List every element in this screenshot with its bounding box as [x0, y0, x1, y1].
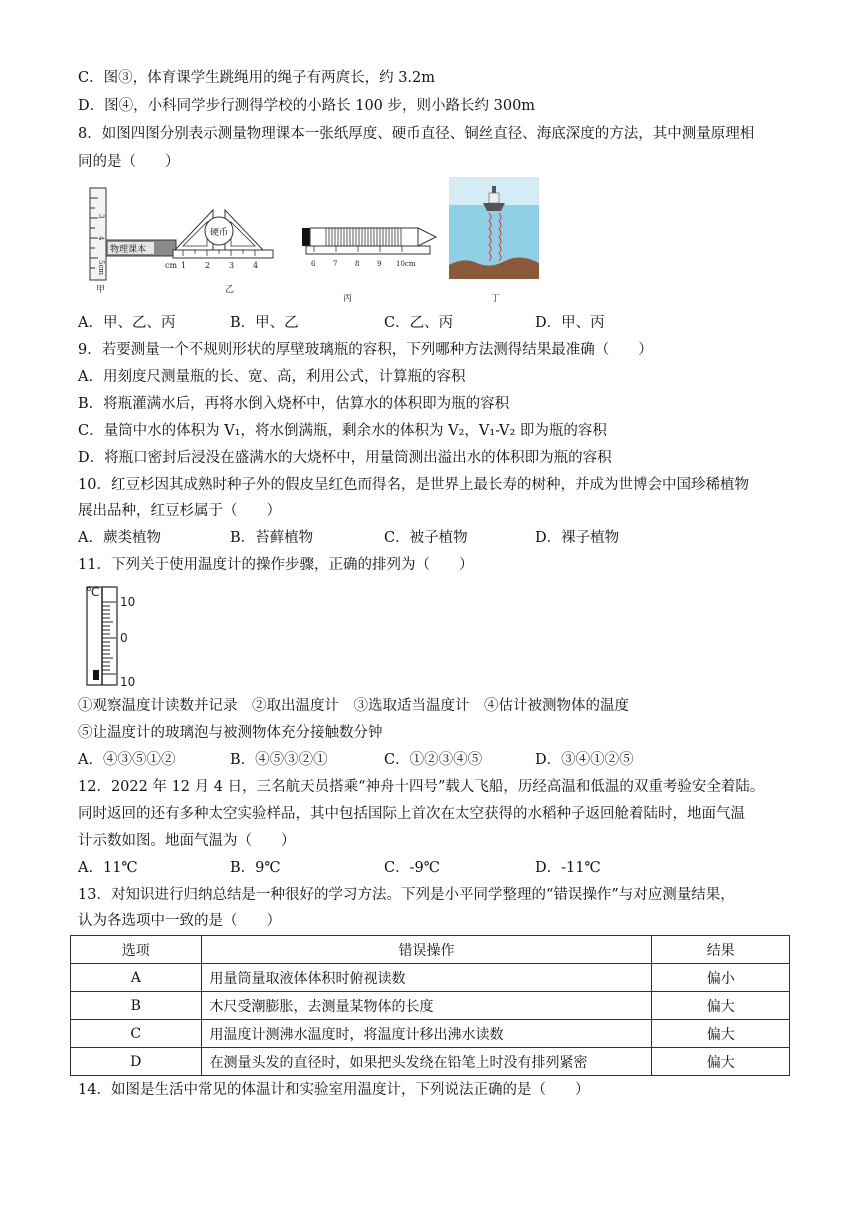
thermo-label-bottom: 10	[120, 675, 136, 689]
fig-label-a: 甲	[96, 285, 106, 295]
ruler-b-tick-2: 2	[205, 261, 211, 270]
q8-figure-b	[165, 188, 285, 306]
q11-steps-line2: ⑤让温度计的玻璃泡与被测物体充分接触数分钟	[78, 725, 383, 741]
q9-option-d[interactable]: D．将瓶口密封后浸没在盛满水的大烧杯中，用量筒测出溢出水的体积即为瓶的容积	[78, 450, 612, 466]
table-cell-option: A	[71, 964, 202, 992]
ruler-c-tick-6: 6	[311, 260, 316, 268]
table-header-option: 选项	[71, 936, 202, 964]
ruler-b-tick-4: 4	[253, 261, 259, 270]
q8-option-b[interactable]: B．甲、乙	[230, 315, 299, 331]
q8-option-d[interactable]: D．甲、丙	[535, 315, 605, 331]
fig-label-c: 丙	[343, 294, 353, 304]
q9-stem: 9．若要测量一个不规则形状的厚壁玻璃瓶的容积，下列哪种方法测得结果最准确（ ）	[78, 342, 653, 358]
table-row	[71, 992, 790, 1020]
q12-stem-line2: 同时返回的还有多种太空实验样品，其中包括国际上首次在太空获得的水稻种子返回舱着陆时，地面气温	[78, 806, 745, 822]
q10-option-d[interactable]: D．裸子植物	[535, 530, 620, 546]
q8-stem-line2: 同的是（ ）	[78, 154, 180, 170]
thermometer-figure	[82, 582, 146, 692]
table-header-operation: 错误操作	[201, 936, 652, 964]
table-cell-result: 偏大	[652, 992, 790, 1020]
q9-option-b[interactable]: B．将瓶灌满水后，再将水倒入烧杯中，估算水的体积即为瓶的容积	[78, 396, 510, 412]
table-cell-operation: 在测量头发的直径时，如果把头发绕在铅笔上时没有排列紧密	[201, 1048, 652, 1076]
ruler-c-tick-8: 8	[355, 260, 360, 268]
ruler-b-tick-1: 1	[181, 261, 187, 270]
table-cell-option: C	[71, 1020, 202, 1048]
table-cell-operation: 木尺受潮膨胀，去测量某物体的长度	[201, 992, 652, 1020]
q8-figure-d	[449, 177, 549, 307]
q7-option-d: D．图④，小科同学步行测得学校的小路长 100 步，则小路长约 300m	[78, 98, 536, 114]
q7-option-c: C．图③，体育课学生跳绳用的绳子有两庹长，约 3.2m	[78, 70, 436, 86]
ruler-a-tick-4: 4	[97, 236, 105, 241]
book-label: 物理课本	[110, 245, 147, 255]
fig-label-b: 乙	[225, 285, 235, 295]
q11-steps-line1: ①观察温度计读数并记录 ②取出温度计 ③选取适当温度计 ④估计被测物体的温度	[78, 698, 629, 714]
q9-option-a[interactable]: A．用刻度尺测量瓶的长、宽、高，利用公式，计算瓶的容积	[78, 369, 466, 385]
q10-option-b[interactable]: B．苔藓植物	[230, 530, 314, 546]
q12-option-a[interactable]: A．11℃	[78, 860, 138, 876]
q8-figure-c	[298, 188, 448, 306]
thermo-label-zero: 0	[120, 631, 128, 645]
q13-stem-line2: 认为各选项中一致的是（ ）	[78, 913, 281, 929]
q12-option-b[interactable]: B．9℃	[230, 860, 281, 876]
coin-label: 硬币	[210, 228, 229, 238]
table-cell-operation: 用量筒量取液体体积时俯视读数	[201, 964, 652, 992]
table-cell-option: D	[71, 1048, 202, 1076]
table-header-result: 结果	[652, 936, 790, 964]
q12-option-c[interactable]: C．-9℃	[384, 860, 440, 876]
table-cell-result: 偏小	[652, 964, 790, 992]
thermo-unit: ℃	[86, 585, 100, 599]
q11-option-c[interactable]: C．①②③④⑤	[384, 752, 483, 768]
q10-option-a[interactable]: A．蕨类植物	[78, 530, 161, 546]
table-row	[71, 1020, 790, 1048]
q13-stem-line1: 13．对知识进行归纳总结是一种很好的学习方法。下列是小平同学整理的“错误操作”与对应测量结果，	[78, 887, 735, 903]
ruler-b-tick-3: 3	[229, 261, 235, 270]
table-row	[71, 964, 790, 992]
q11-option-d[interactable]: D．③④①②⑤	[535, 752, 634, 768]
q11-stem: 11．下列关于使用温度计的操作步骤，正确的排列为（ ）	[78, 557, 474, 573]
q10-stem-line1: 10．红豆杉因其成熟时种子外的假皮呈红色而得名，是世界上最长寿的树种，并成为世博会中国珍稀植物	[78, 477, 749, 493]
table-cell-operation: 用温度计测沸水温度时，将温度计移出沸水读数	[201, 1020, 652, 1048]
ruler-a-tick-3: 3	[97, 214, 105, 219]
q8-option-a[interactable]: A．甲、乙、丙	[78, 315, 176, 331]
table-cell-option: B	[71, 992, 202, 1020]
q11-option-a[interactable]: A．④③⑤①②	[78, 752, 176, 768]
q9-option-c[interactable]: C．量筒中水的体积为 V₁，将水倒满瓶，剩余水的体积为 V₂，V₁-V₂ 即为瓶的容积	[78, 423, 607, 439]
q8-option-c[interactable]: C．乙、丙	[384, 315, 454, 331]
ruler-a-tick-5: 5cm	[97, 260, 105, 276]
q8-stem-line1: 8．如图四图分别表示测量物理课本一张纸厚度、硬币直径、铜丝直径、海底深度的方法，其中测量原理相	[78, 126, 755, 142]
q14-stem: 14．如图是生活中常见的体温计和实验室用温度计，下列说法正确的是（ ）	[78, 1082, 590, 1098]
q11-option-b[interactable]: B．④⑤③②①	[230, 752, 328, 768]
q10-option-c[interactable]: C．被子植物	[384, 530, 468, 546]
table-cell-result: 偏大	[652, 1048, 790, 1076]
fig-label-d: 丁	[491, 294, 501, 304]
error-operation-table	[70, 935, 790, 1076]
thermo-label-top: 10	[120, 595, 136, 609]
table-header-row	[71, 936, 790, 964]
ruler-c-tick-7: 7	[333, 260, 338, 268]
table-row	[71, 1048, 790, 1076]
ruler-c-tick-9: 9	[377, 260, 382, 268]
ruler-b-unit: cm	[165, 261, 178, 270]
ruler-c-tick-10: 10cm	[396, 260, 416, 268]
q10-stem-line2: 展出品种，红豆杉属于（ ）	[78, 503, 281, 519]
table-cell-result: 偏大	[652, 1020, 790, 1048]
q12-stem-line1: 12．2022 年 12 月 4 日，三名航天员搭乘“神舟十四号”载人飞船，历经高温和低温的双重考验安全着陆。	[78, 779, 765, 795]
q12-stem-line3: 计示数如图。地面气温为（ ）	[78, 833, 296, 849]
q12-option-d[interactable]: D．-11℃	[535, 860, 601, 876]
